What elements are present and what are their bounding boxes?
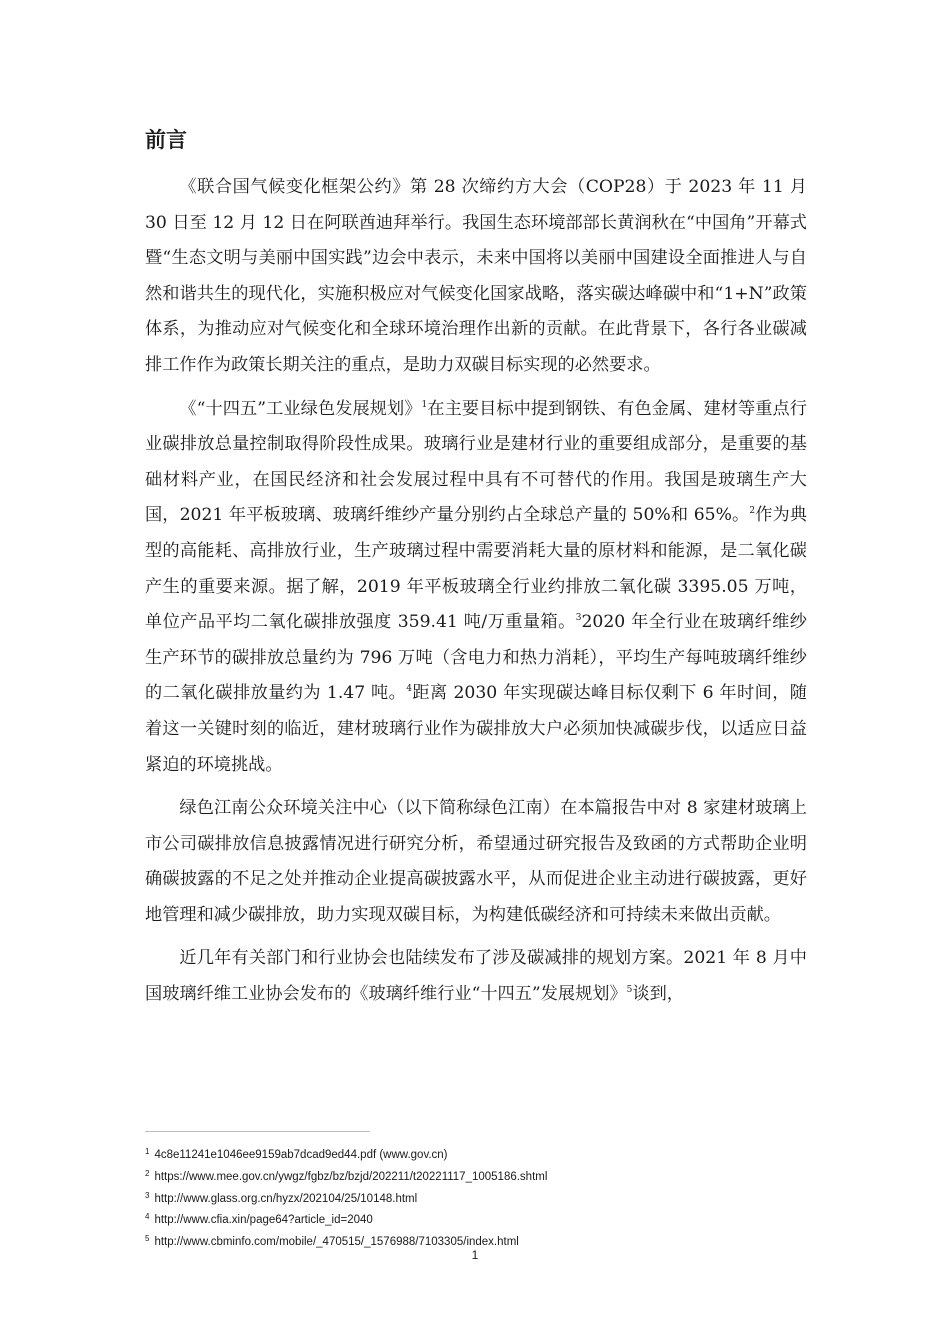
text-span: 《“十四五”工业绿色发展规划》 [179,398,422,419]
footnote-ref-2[interactable]: 2 [749,506,756,517]
footnote-number: 4 [145,1212,150,1222]
body-text [145,170,807,1021]
footnote-link[interactable]: http://www.cfia.xin/page64?article_id=2040 [154,1214,373,1227]
text-span: 作为典型的高能耗、高排放行业，生产玻璃过程中需要消耗大量的原材料和能源，是二氧化碳产生的重要来源。据了解，2019 年平板玻璃全行业约排放二氧化碳 3395.05 万吨，单位产品平均二氧化碳排放强度 359.41 吨/万重量箱。 [145,505,807,633]
footnote-link[interactable]: http://www.cbminfo.com/mobile/_470515/_1576988/7103305/index.html [154,1236,519,1249]
footnote-item [145,1208,825,1230]
page-number: 1 [471,1248,479,1262]
footnote-divider [145,1131,370,1132]
footnote-item [145,1165,825,1187]
footnote-link[interactable]: http://www.glass.org.cn/hyzx/202104/25/10148.html [154,1192,418,1205]
footnote-item [145,1187,825,1209]
paragraph-cop28: 《联合国气候变化框架公约》第 28 次缔约方大会（COP28）于 2023 年 11 月 30 日至 12 月 12 日在阿联酋迪拜举行。我国生态环境部部长黄润秋在“中国角”开幕式暨“生态文明与美丽中国实践”边会中表示，未来中国将以美丽中国建设全面推进人与自然和谐共生的现代化，实施积极应对气候变化国家战略，落实碳达峰碳中和“1+N”政策体系，为推动应对气候变化和全球环境治理作出新的贡献。在此背景下，各行各业碳减排工作作为政策长期关注的重点，是助力双碳目标实现的必然要求。 [145,177,807,375]
footnote-number: 3 [145,1190,150,1200]
footnote-link[interactable]: 4c8e11241e1046ee9159ab7dcad9ed44.pdf (www.gov.cn) [154,1149,448,1161]
text-span: 距离 2030 年实现碳达峰目标仅剩下 6 年时间，随着这一关键时刻的临近，建材玻璃行业作为碳排放大户必须加快减碳步伐，以适应日益紧迫的环境挑战。 [145,683,807,775]
footnote-ref-3[interactable]: 3 [575,613,582,624]
footnote-number: 2 [145,1168,150,1178]
footnote-ref-4[interactable]: 4 [406,684,412,695]
paragraph-report-purpose: 绿色江南公众环境关注中心（以下简称绿色江南）在本篇报告中对 8 家建材玻璃上市公司碳排放信息披露情况进行研究分析，希望通过研究报告及致函的方式帮助企业明确碳披露的不足之处并推动企业提高碳披露水平，从而促进企业主动进行碳披露，更好地管理和减少碳排放，助力实现双碳目标，为构建低碳经济和可持续未来做出贡献。 [145,798,807,925]
footnote-ref-1[interactable]: 1 [421,399,428,410]
text-span: 2020 年全行业在玻璃纤维纱生产环节的碳排放总量约为 796 万吨（含电力和热力消耗），平均生产每吨玻璃纤维纱的二氧化碳排放量约为 1.47 吨。 [145,612,807,704]
text-span: 在主要目标中提到钢铁、有色金属、建材等重点行业碳排放总量控制取得阶段性成果。玻璃行业是建材行业的重要组成部分，是重要的基础材料产业，在国民经济和社会发展过程中具有不可替代的作用。我国是玻璃生产大国，2021 年平板玻璃、玻璃纤维纱产量分别约占全球总产量的 50%和 65%。 [145,398,807,526]
footnote-number: 1 [145,1147,150,1156]
footnotes [145,1143,825,1252]
footnote-item [145,1143,825,1165]
footnote-link[interactable]: https://www.mee.gov.cn/ywgz/fgbz/bz/bzjd/202211/t20221117_1005186.shtml [154,1170,548,1183]
text-span: 谈到， [632,984,684,1005]
section-heading: 前言 [145,128,187,152]
text-span: 近几年有关部门和行业协会也陆续发布了涉及碳减排的规划方案。2021 年 8 月中国玻璃纤维工业协会发布的《玻璃纤维行业“十四五”发展规划》 [145,948,807,1005]
footnote-number: 5 [145,1234,150,1244]
paragraph-policy-plans [145,941,807,1012]
footnote-ref-5[interactable]: 5 [626,985,633,996]
paragraph-industry-background [145,392,807,784]
